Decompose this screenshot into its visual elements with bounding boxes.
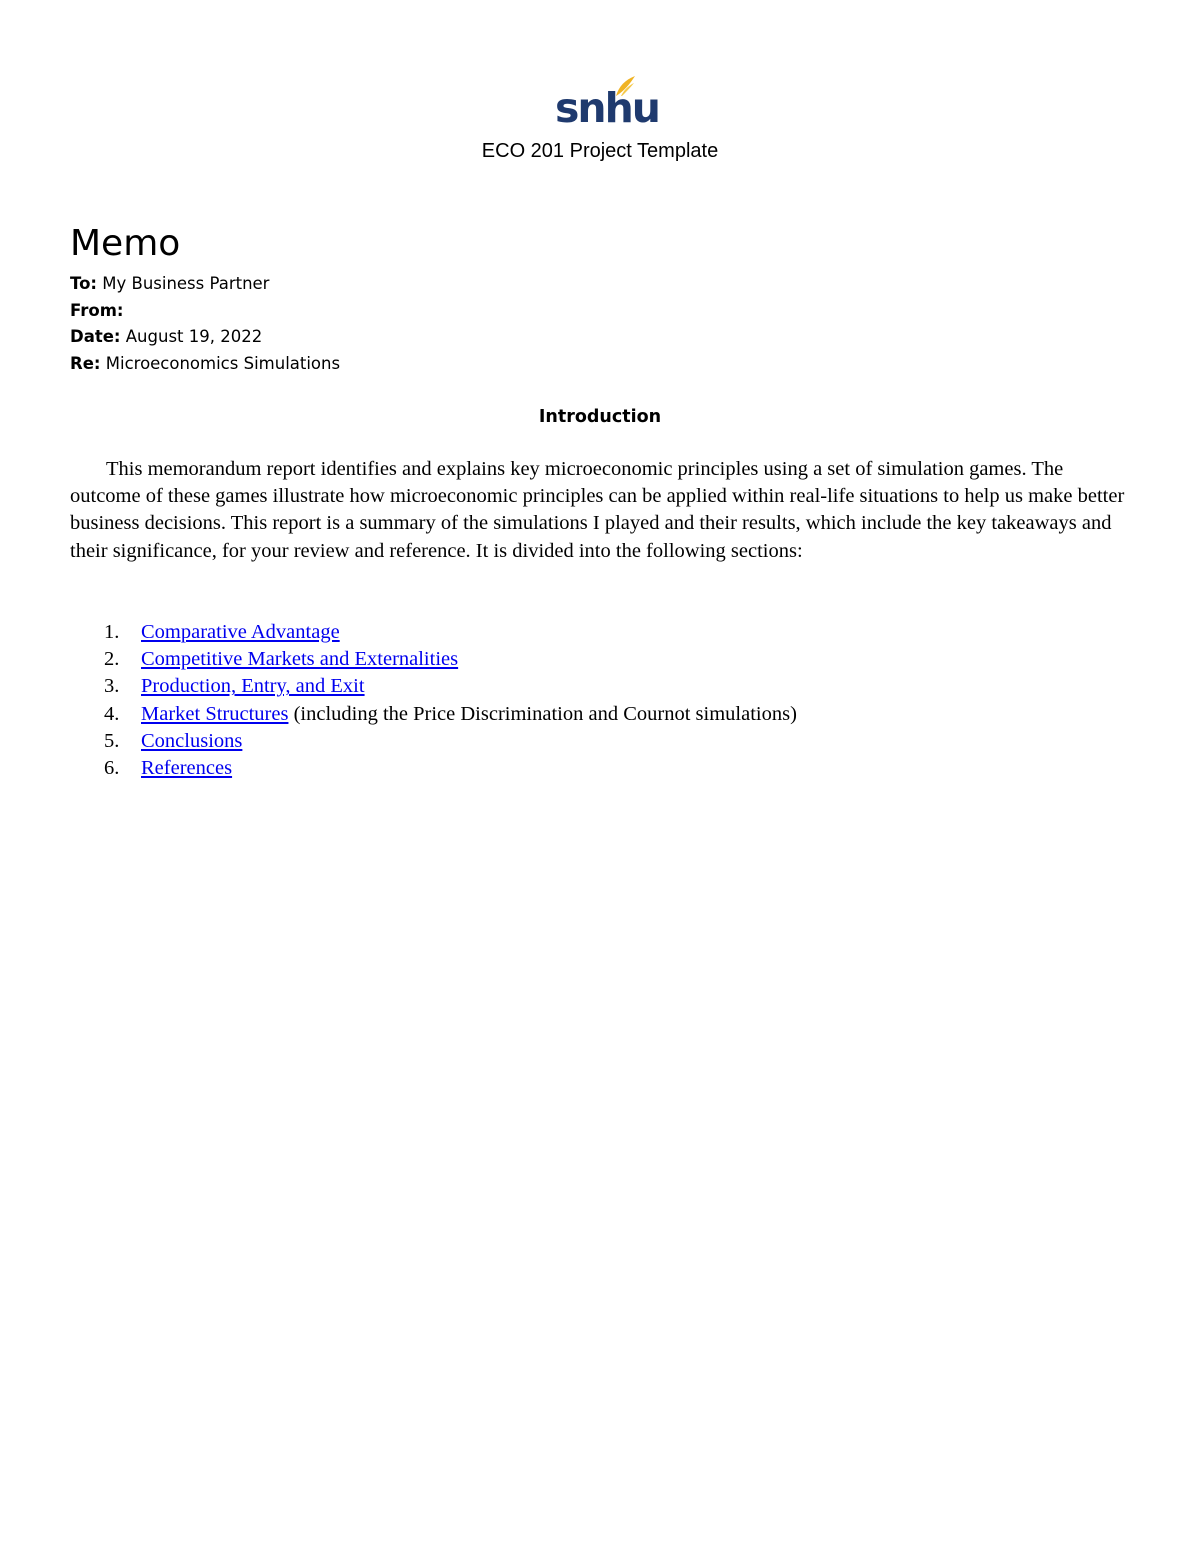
list-item [70, 701, 797, 728]
field-value: My Business Partner [102, 274, 270, 293]
section-link-conclusions[interactable]: Conclusions [141, 729, 243, 752]
list-item [70, 728, 797, 755]
field-to [70, 271, 340, 298]
list-item [70, 755, 797, 782]
list-number: 5. [104, 729, 120, 752]
list-suffix: (including the Price Discrimination and Cournot simulations) [288, 702, 797, 725]
memo-title: Memo [70, 223, 181, 264]
section-link-competitive-markets[interactable]: Competitive Markets and Externalities [141, 648, 459, 671]
snhu-logo [555, 74, 659, 132]
document-header: ECO 201 Project Template [481, 140, 719, 162]
list-item [70, 619, 797, 646]
list-number: 3. [104, 675, 120, 698]
section-link-comparative-advantage[interactable]: Comparative Advantage [141, 621, 340, 643]
logo-wordmark: snhu [555, 84, 659, 132]
introduction-paragraph: This memorandum report identifies and explains key microeconomic principles using a set of simulation games. The outcome of these games illustrate how microeconomic principles can be applied within real-life situations to help us make better business decisions. This report is a summary of the simulations I played and their results, which include the key takeaways and their significance, for your review and reference. It is divided into the following sections: [70, 458, 1125, 562]
list-number: 6. [104, 757, 120, 780]
memo-fields [70, 271, 340, 377]
section-link-production-entry-exit[interactable]: Production, Entry, and Exit [141, 675, 365, 698]
field-value: August 19, 2022 [125, 327, 263, 346]
field-value: Microeconomics Simulations [105, 353, 341, 373]
field-from [70, 298, 340, 325]
field-date [70, 324, 340, 351]
field-label: Re: [70, 353, 101, 373]
list-number: 1. [104, 621, 120, 643]
field-label: From: [70, 300, 124, 320]
list-number: 4. [104, 702, 120, 725]
list-number: 2. [104, 648, 120, 671]
section-link-market-structures[interactable]: Market Structures [141, 702, 289, 725]
field-label: Date: [70, 327, 121, 346]
field-re [70, 351, 340, 378]
list-item [70, 673, 797, 700]
field-label: To: [70, 274, 97, 293]
section-list [70, 619, 797, 782]
section-link-references[interactable]: References [141, 757, 233, 780]
introduction-heading: Introduction [538, 407, 662, 427]
list-item [70, 646, 797, 673]
